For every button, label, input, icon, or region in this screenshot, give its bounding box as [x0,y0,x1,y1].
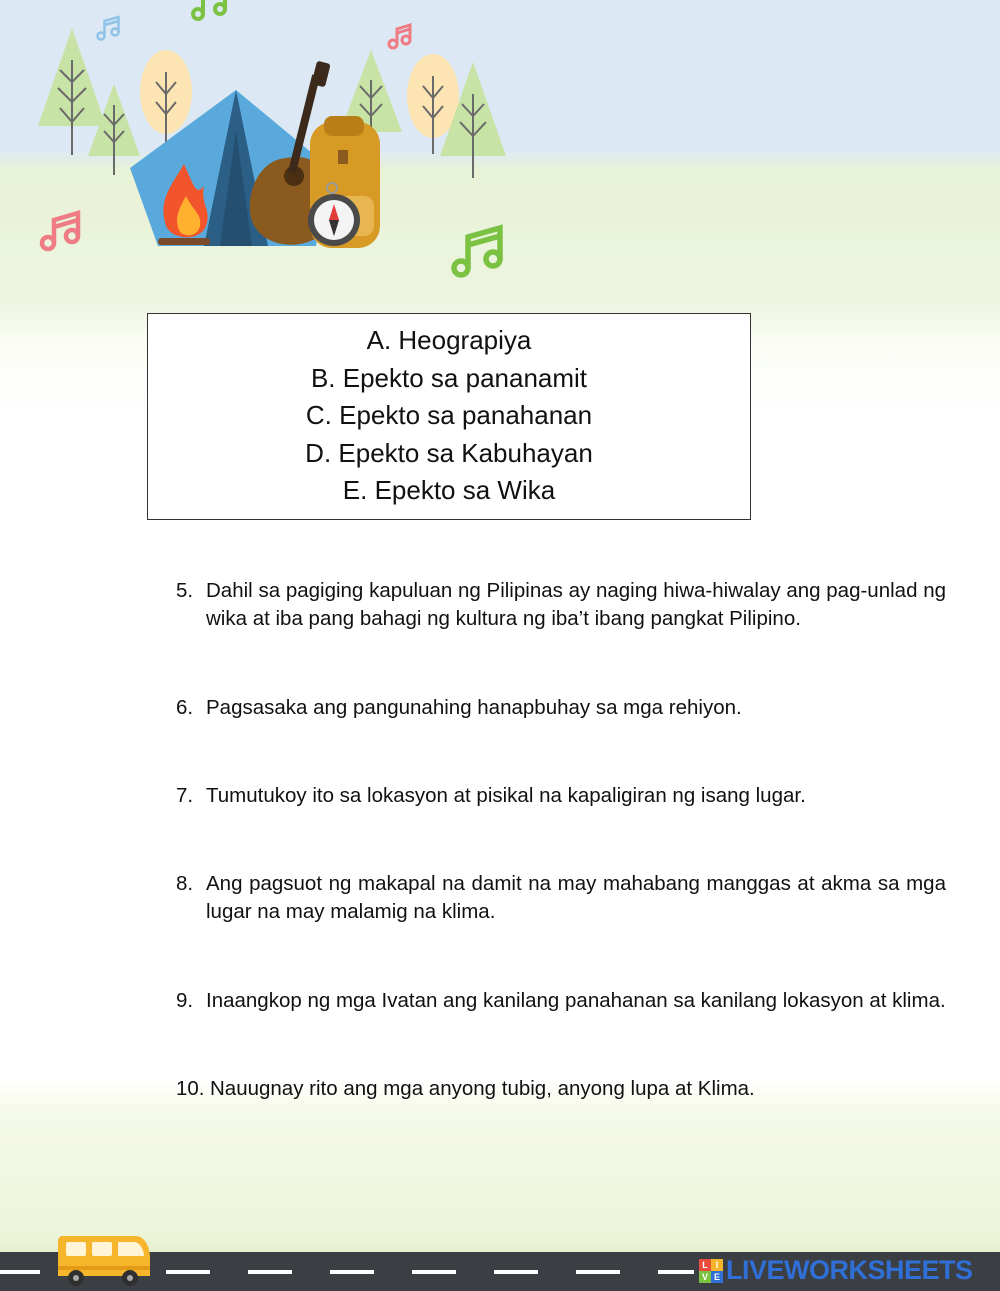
question-6 [176,694,946,722]
question-9 [176,987,946,1015]
question-text: Dahil sa pagiging kapuluan ng Pilipinas ay naging hiwa-hiwalay ang pag-unlad ng wika at iba pang bahagi ng kultura ng iba’t ibang pangkat Pilipino. [206,579,946,630]
road-dash [248,1270,292,1274]
question-text: Inaangkop ng mga Ivatan ang kanilang panahanan sa kanilang lokasyon at klima. [206,989,946,1012]
logo-letter: L [699,1259,711,1271]
question-text: Nauugnay rito ang mga anyong tubig, anyong lupa at Klima. [210,1077,755,1100]
road-dash [0,1270,40,1274]
music-note-icon [42,213,78,249]
bus-icon [56,1232,154,1288]
question-5 [176,577,946,633]
road-dash [412,1270,456,1274]
road-dash [494,1270,538,1274]
logo-letter: V [699,1271,711,1283]
road-dash [166,1270,210,1274]
music-note-icon [193,0,225,19]
question-number: 5. [176,579,194,602]
question-text: Ang pagsuot ng makapal na damit na may mahabang manggas at akma sa mga lugar na may malamig na klima. [206,872,946,923]
choices-box [147,313,751,520]
music-note-icon [98,17,119,40]
question-10 [176,1075,946,1103]
question-text: Pagsasaka ang pangunahing hanapbuhay sa mga rehiyon. [206,696,742,719]
camping-illustration [0,0,1000,300]
road-dash [658,1270,694,1274]
music-note-icon [454,228,500,275]
logo-letter: I [711,1259,723,1271]
choice-e: E. Epekto sa Wika [342,475,556,505]
question-number: 10. [176,1077,205,1100]
logo-letter: E [711,1271,723,1283]
road-dash [576,1270,620,1274]
liveworksheets-watermark[interactable]: LIVEWORKSHEETS [726,1255,973,1285]
question-8 [176,870,946,926]
music-note-icon [389,25,410,48]
question-number: 6. [176,696,194,719]
choice-b: B. Epekto sa pananamit [310,362,588,393]
choice-c: C. Epekto sa panahanan [305,400,593,430]
choice-d: D. Epekto sa Kabuhayan [305,437,593,468]
question-number: 7. [176,784,194,807]
question-number: 8. [176,872,194,895]
question-7 [176,782,946,810]
road-dash [330,1270,374,1274]
question-text: Tumutukoy ito sa lokasyon at pisikal na kapaligiran ng isang lugar. [206,784,806,807]
choice-a: A. Heograpiya [366,325,532,355]
question-number: 9. [176,989,194,1012]
